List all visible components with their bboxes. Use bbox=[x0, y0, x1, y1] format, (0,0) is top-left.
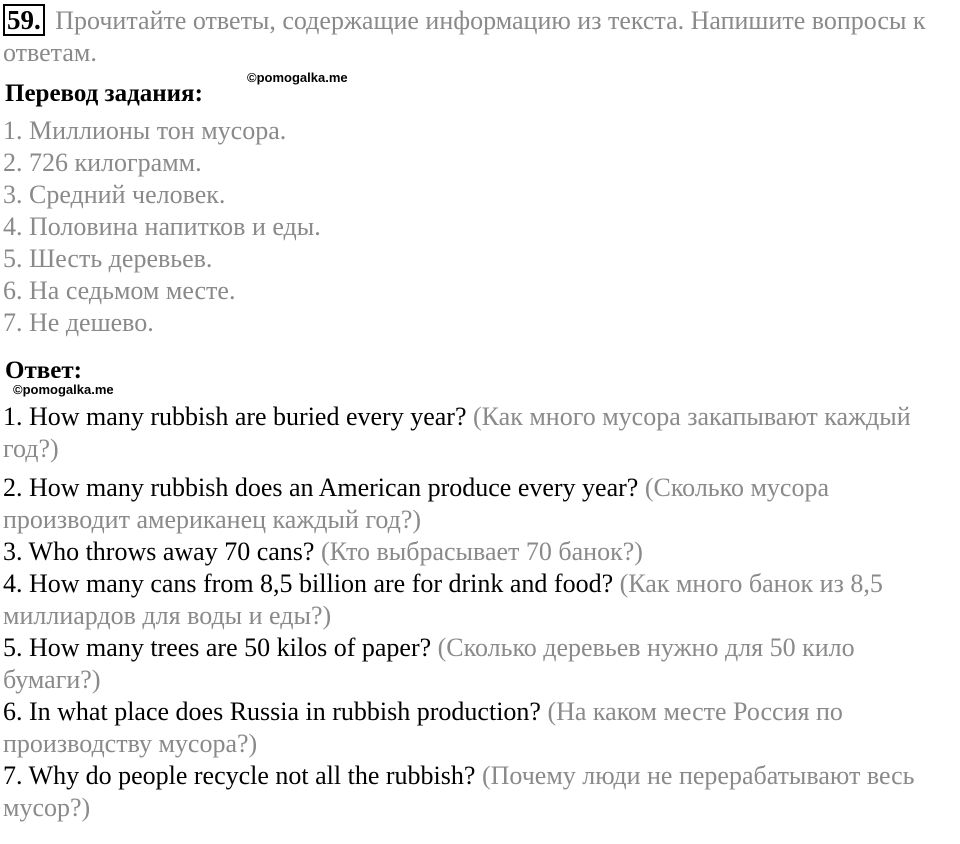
answer-item bbox=[3, 696, 958, 760]
answer-item bbox=[3, 760, 958, 824]
answer-translation: (Сколько мусора производит американец каждый год?) bbox=[3, 473, 829, 534]
task-number: 59. bbox=[3, 4, 45, 36]
translation-list bbox=[3, 115, 958, 339]
answer-translation: (На каком месте Россия по производству мусора?) bbox=[3, 697, 843, 758]
answer-item bbox=[3, 536, 958, 568]
answer-question: 1. How many rubbish are buried every year? bbox=[3, 402, 467, 431]
answer-translation: (Сколько деревьев нужно для 50 кило бумаги?) bbox=[3, 633, 855, 694]
answer-item bbox=[3, 632, 958, 696]
answer-question: 7. Why do people recycle not all the rubbish? bbox=[3, 761, 476, 790]
translation-item: 7. Не дешево. bbox=[3, 308, 154, 337]
answer-question: 5. How many trees are 50 kilos of paper? bbox=[3, 633, 432, 662]
answer-item bbox=[3, 568, 958, 632]
task-statement bbox=[3, 4, 953, 69]
answer-translation: (Как много банок из 8,5 миллиардов для воды и еды?) bbox=[3, 569, 883, 630]
translation-item: 1. Миллионы тон мусора. bbox=[3, 116, 287, 145]
answer-heading: Ответ: bbox=[5, 357, 82, 384]
translation-item: 3. Средний человек. bbox=[3, 180, 226, 209]
answer-heading-row bbox=[3, 357, 958, 407]
answer-translation: (Кто выбрасывает 70 банок?) bbox=[320, 537, 643, 566]
translation-item: 2. 726 килограмм. bbox=[3, 148, 202, 177]
answer-question: 6. In what place does Russia in rubbish production? bbox=[3, 697, 541, 726]
answer-item bbox=[3, 401, 958, 465]
translation-heading-row bbox=[3, 69, 958, 113]
answer-question: 3. Who throws away 70 cans? bbox=[3, 537, 315, 566]
translation-heading: Перевод задания: bbox=[5, 80, 203, 107]
watermark: ©pomogalka.me bbox=[247, 70, 348, 85]
answer-translation: (Почему люди не перерабатывают весь мусор?) bbox=[3, 761, 915, 822]
task-text: Прочитайте ответы, содержащие информацию из текста. Напишите вопросы к ответам. bbox=[3, 6, 926, 67]
translation-item: 4. Половина напитков и еды. bbox=[3, 212, 321, 241]
answer-item bbox=[3, 472, 958, 536]
answer-question: 2. How many rubbish does an American produce every year? bbox=[3, 473, 639, 502]
watermark: ©pomogalka.me bbox=[13, 382, 114, 397]
worksheet-page bbox=[3, 0, 958, 824]
translation-item: 6. На седьмом месте. bbox=[3, 276, 236, 305]
translation-item: 5. Шесть деревьев. bbox=[3, 244, 213, 273]
answer-translation: (Как много мусора закапывают каждый год?) bbox=[3, 402, 911, 463]
answer-list bbox=[3, 401, 958, 824]
answer-question: 4. How many cans from 8,5 billion are for drink and food? bbox=[3, 569, 614, 598]
